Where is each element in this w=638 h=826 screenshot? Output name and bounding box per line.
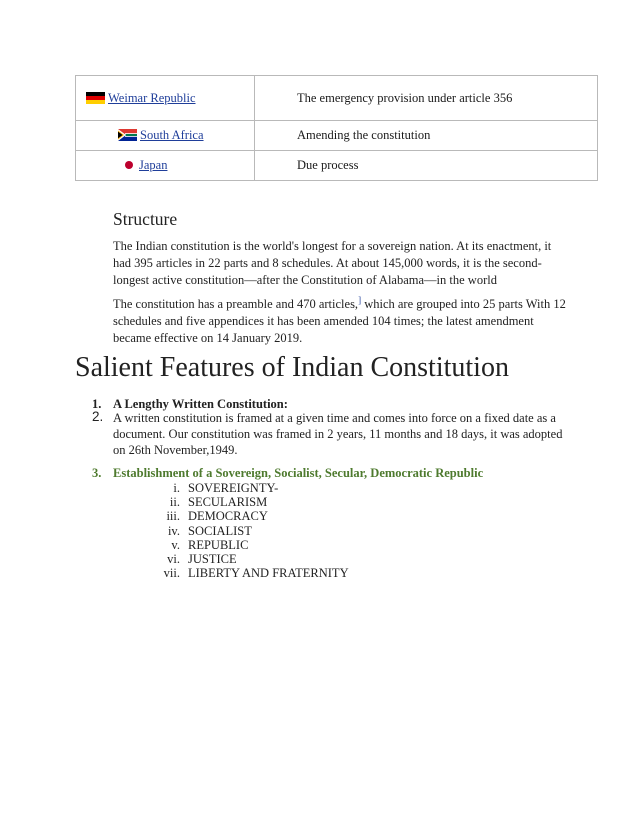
table-row (76, 121, 598, 151)
list-text: SOVEREIGNTY- (188, 481, 279, 495)
list-number: i. (173, 481, 180, 495)
country-cell (76, 151, 255, 181)
country-cell (76, 121, 255, 151)
list-text: A Lengthy Written Constitution: (113, 397, 288, 411)
list-text: A written constitution is framed at a given time and comes into force on a fixed date as a document. Our constitution was framed in 2 years, 11 months and 18 days, it was adopted on 26th November,1949. (113, 411, 563, 457)
list-text: SECULARISM (188, 495, 268, 510)
list-number: vi. (167, 551, 180, 566)
list-text: LIBERTY AND FRATERNITY (188, 566, 349, 581)
list-number: 2. (92, 409, 104, 424)
list-text: SOCIALIST (188, 523, 252, 538)
salient-features-heading: Salient Features of Indian Constitution (75, 352, 509, 383)
list-number: iii. (166, 509, 180, 524)
japan-flag-icon (122, 159, 136, 171)
list-text: JUSTICE (188, 551, 237, 566)
list-number: 3. (92, 466, 102, 480)
list-text: Establishment of a Sovereign, Socialist, Secular, Democratic Republic (113, 466, 484, 480)
paragraph-text: The constitution has a preamble and 470 articles, (113, 297, 359, 311)
list-text: DEMOCRACY (188, 509, 268, 524)
country-link[interactable]: Japan (139, 158, 168, 172)
table-row (76, 76, 598, 121)
south-africa-flag-icon (118, 129, 137, 141)
structure-heading: Structure (113, 209, 178, 229)
list-number: v. (171, 537, 180, 552)
list-number: ii. (169, 495, 180, 510)
list-number: 1. (92, 397, 102, 411)
list-number: vii. (163, 566, 180, 581)
feature-cell: The emergency provision under article 356 (255, 76, 598, 121)
paragraph-text: which are grouped into 25 parts With 12 schedules and five appendices it has been amended 104 times; the latest amendment became effective on 14 January 2019. (113, 297, 566, 345)
list-number: iv. (167, 523, 180, 538)
country-cell (76, 76, 255, 121)
table-row (76, 151, 598, 181)
footnote-link[interactable]: ] (358, 295, 362, 305)
country-link[interactable]: South Africa (140, 128, 204, 142)
list-text: REPUBLIC (188, 537, 249, 552)
structure-paragraph-2 (113, 292, 571, 347)
country-link[interactable]: Weimar Republic (108, 90, 196, 105)
structure-paragraph-1: The Indian constitution is the world's longest for a sovereign nation. At its enactment, it had 395 articles in 22 parts and 8 schedules. At about 145,000 words, it is the second-longest active constitution—after the Constitution of Alabama—in the world (113, 239, 552, 287)
feature-cell: Due process (255, 151, 598, 181)
borrowed-features-table (75, 75, 598, 181)
feature-cell: Amending the constitution (255, 121, 598, 151)
germany-flag-icon (86, 92, 105, 104)
